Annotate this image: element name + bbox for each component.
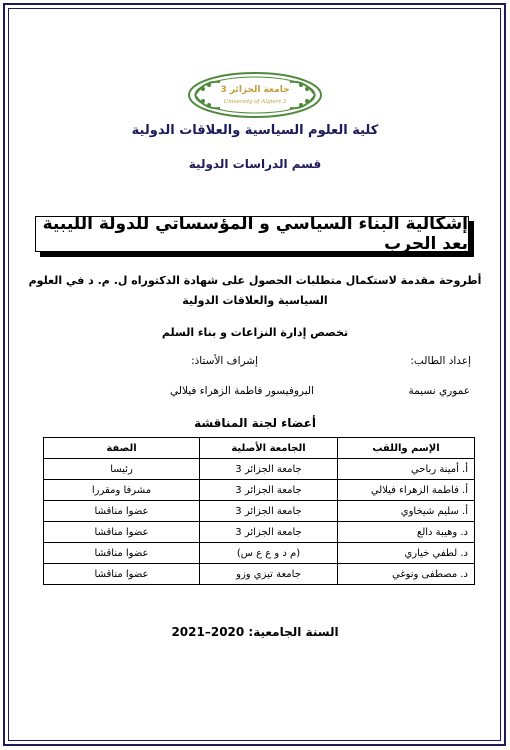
column-header-name: الإسم واللقب	[338, 438, 475, 459]
student-name: عموري نسيمة	[408, 385, 470, 397]
table-row	[44, 543, 475, 564]
university-logo	[185, 70, 325, 120]
thesis-title-box	[35, 216, 469, 252]
member-university: جامعة الجزائر 3	[200, 522, 338, 543]
member-role: عضوا مناقشا	[44, 543, 200, 564]
member-name: د. وهيبة دالع	[338, 522, 475, 543]
member-name: أ. أمينة رباحي	[338, 459, 475, 480]
member-name: أ. فاطمة الزهراء فيلالي	[338, 480, 475, 501]
academic-year: السنة الجامعية: 2020–2021	[171, 625, 339, 639]
member-role: عضوا مناقشا	[44, 501, 200, 522]
department-name: قسم الدراسات الدولية	[188, 157, 322, 171]
committee-title: أعضاء لجنة المناقشة	[194, 416, 316, 430]
specialty: تخصص إدارة النزاعات و بناء السلم	[161, 326, 349, 339]
table-header-row	[44, 438, 475, 459]
table-row	[44, 522, 475, 543]
logo-latin-text: University of Algiers 3	[223, 99, 287, 105]
table-row	[44, 459, 475, 480]
member-role: عضوا مناقشا	[44, 564, 200, 585]
column-header-university: الجامعة الأصلية	[200, 438, 338, 459]
member-university: جامعة الجزائر 3	[200, 459, 338, 480]
member-university: جامعة تيزي وزو	[200, 564, 338, 585]
supervisor-name: البروفيسور فاطمة الزهراء فيلالي	[170, 385, 314, 397]
member-role: عضوا مناقشا	[44, 522, 200, 543]
member-university: جامعة الجزائر 3	[200, 480, 338, 501]
member-role: مشرفا ومقررا	[44, 480, 200, 501]
faculty-name: كلية العلوم السياسية والعلاقات الدولية	[131, 123, 379, 138]
member-name: أ. سليم شيخاوي	[338, 501, 475, 522]
table-row	[44, 564, 475, 585]
thesis-description: أطروحة مقدمة لاستكمال متطلبات الحصول على شهادة الدكتوراه ل. م. د في العلوم السياسية والعلاقات الدولية	[28, 274, 482, 307]
supervisor-label: إشراف الأستاذ:	[191, 355, 258, 367]
member-name: د. لطفي خياري	[338, 543, 475, 564]
member-role: رئيسا	[44, 459, 200, 480]
member-name: د. مصطفى ونوغي	[338, 564, 475, 585]
member-university: (م د و ع ع س)	[200, 543, 338, 564]
prepared-by-label: إعداد الطالب:	[410, 355, 471, 367]
member-university: جامعة الجزائر 3	[200, 501, 338, 522]
column-header-role: الصفة	[44, 438, 200, 459]
committee-table	[43, 437, 475, 585]
table-row	[44, 480, 475, 501]
table-row	[44, 501, 475, 522]
logo-arabic-text: جامعة الجزائر 3	[220, 85, 290, 95]
thesis-title: إشكالية البناء السياسي و المؤسساتي للدولة الليبية بعد الحرب	[42, 214, 468, 254]
